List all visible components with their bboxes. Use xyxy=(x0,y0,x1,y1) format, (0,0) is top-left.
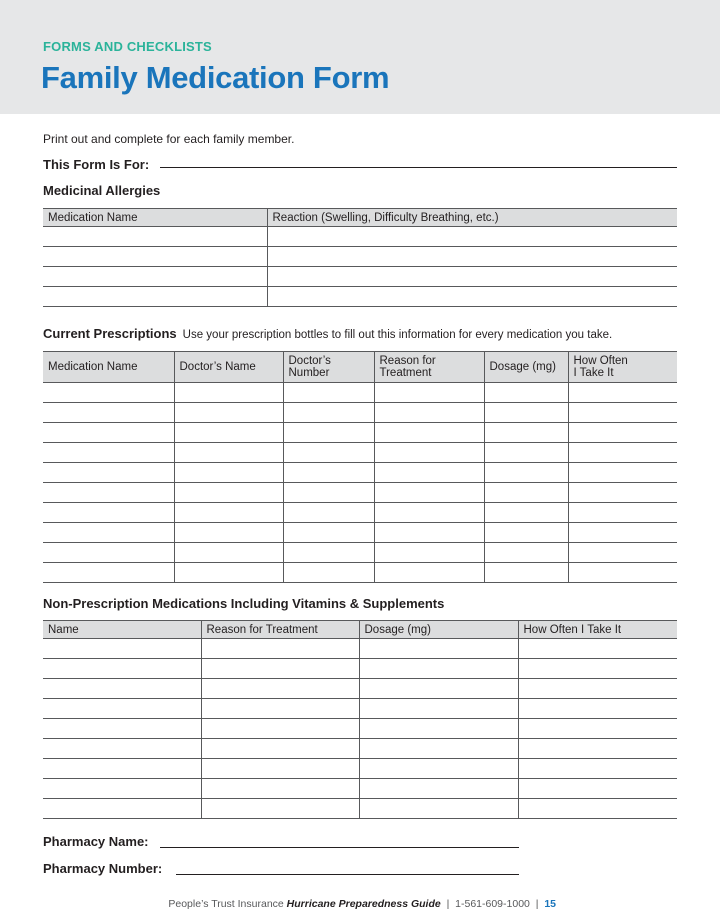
prescriptions-entry-cell[interactable] xyxy=(283,423,374,443)
allergies-entry-cell[interactable] xyxy=(43,267,267,287)
prescriptions-entry-cell[interactable] xyxy=(568,403,677,423)
table-row xyxy=(43,463,677,483)
prescriptions-entry-cell[interactable] xyxy=(568,423,677,443)
table-row xyxy=(43,779,677,799)
non-prescription-entry-cell[interactable] xyxy=(43,659,201,679)
prescriptions-entry-cell[interactable] xyxy=(43,483,174,503)
table-row xyxy=(43,679,677,699)
allergies-table xyxy=(43,208,677,307)
prescriptions-entry-cell[interactable] xyxy=(568,383,677,403)
non-prescription-entry-cell[interactable] xyxy=(518,699,677,719)
table-row xyxy=(43,719,677,739)
non-prescription-entry-cell[interactable] xyxy=(518,759,677,779)
table-row xyxy=(43,483,677,503)
allergies-column-header: Medication Name xyxy=(43,209,267,227)
non-prescription-entry-cell[interactable] xyxy=(43,639,201,659)
prescriptions-entry-cell[interactable] xyxy=(568,483,677,503)
table-row xyxy=(43,759,677,779)
prescriptions-entry-cell[interactable] xyxy=(174,443,283,463)
non-prescription-entry-cell[interactable] xyxy=(43,779,201,799)
prescriptions-entry-cell[interactable] xyxy=(283,443,374,463)
table-row xyxy=(43,503,677,523)
prescriptions-entry-cell[interactable] xyxy=(374,403,484,423)
non-prescription-heading: Non-Prescription Medications Including Vitamins & Supplements xyxy=(43,596,445,611)
prescriptions-entry-cell[interactable] xyxy=(43,403,174,423)
prescriptions-entry-cell[interactable] xyxy=(43,503,174,523)
prescriptions-entry-cell[interactable] xyxy=(174,523,283,543)
non-prescription-entry-cell[interactable] xyxy=(201,659,359,679)
non-prescription-entry-cell[interactable] xyxy=(518,739,677,759)
prescriptions-entry-cell[interactable] xyxy=(43,523,174,543)
pharmacy-number-label: Pharmacy Number: xyxy=(43,861,163,876)
table-row xyxy=(43,523,677,543)
non-prescription-entry-cell[interactable] xyxy=(359,799,518,819)
non-prescription-entry-cell[interactable] xyxy=(43,699,201,719)
prescriptions-hint: Use your prescription bottles to fill out this information for every medication you take. xyxy=(182,329,613,341)
non-prescription-entry-cell[interactable] xyxy=(518,779,677,799)
non-prescription-entry-cell[interactable] xyxy=(359,739,518,759)
prescriptions-entry-cell[interactable] xyxy=(484,463,568,483)
prescriptions-entry-cell[interactable] xyxy=(374,383,484,403)
table-row xyxy=(43,267,677,287)
prescriptions-entry-cell[interactable] xyxy=(568,443,677,463)
non-prescription-entry-cell[interactable] xyxy=(43,739,201,759)
prescriptions-entry-cell[interactable] xyxy=(174,483,283,503)
table-row xyxy=(43,739,677,759)
prescriptions-entry-cell[interactable] xyxy=(484,383,568,403)
prescriptions-entry-cell[interactable] xyxy=(174,423,283,443)
allergies-column-header: Reaction (Swelling, Difficulty Breathing, etc.) xyxy=(267,209,677,227)
prescriptions-column-header: Reason for Treatment xyxy=(374,352,484,383)
footer-company: People’s Trust Insurance xyxy=(168,898,284,910)
non-prescription-entry-cell[interactable] xyxy=(201,699,359,719)
table-row xyxy=(43,383,677,403)
pharmacy-name-label: Pharmacy Name: xyxy=(43,834,149,849)
table-row xyxy=(43,543,677,563)
page-title: Family Medication Form xyxy=(41,60,390,95)
intro-text: Print out and complete for each family member. xyxy=(43,132,295,146)
prescriptions-entry-cell[interactable] xyxy=(374,563,484,583)
prescriptions-entry-cell[interactable] xyxy=(283,383,374,403)
prescriptions-column-header: How Often I Take It xyxy=(568,352,677,383)
prescriptions-entry-cell[interactable] xyxy=(374,423,484,443)
non-prescription-entry-cell[interactable] xyxy=(359,699,518,719)
non-prescription-entry-cell[interactable] xyxy=(43,679,201,699)
allergies-entry-cell[interactable] xyxy=(267,287,677,307)
prescriptions-entry-cell[interactable] xyxy=(484,503,568,523)
page-number: 15 xyxy=(544,898,556,910)
non-prescription-column-header: Name xyxy=(43,621,201,639)
non-prescription-entry-cell[interactable] xyxy=(518,679,677,699)
non-prescription-entry-cell[interactable] xyxy=(518,659,677,679)
prescriptions-column-header: Dosage (mg) xyxy=(484,352,568,383)
prescriptions-entry-cell[interactable] xyxy=(283,403,374,423)
prescriptions-entry-cell[interactable] xyxy=(568,463,677,483)
table-row xyxy=(43,247,677,267)
prescriptions-entry-cell[interactable] xyxy=(283,563,374,583)
prescriptions-entry-cell[interactable] xyxy=(174,563,283,583)
prescriptions-entry-cell[interactable] xyxy=(568,563,677,583)
non-prescription-table xyxy=(43,620,677,819)
table-row xyxy=(43,699,677,719)
prescriptions-column-header: Doctor’s Number xyxy=(283,352,374,383)
allergies-entry-cell[interactable] xyxy=(267,247,677,267)
prescriptions-entry-cell[interactable] xyxy=(43,383,174,403)
prescriptions-entry-cell[interactable] xyxy=(484,483,568,503)
prescriptions-entry-cell[interactable] xyxy=(283,483,374,503)
prescriptions-entry-cell[interactable] xyxy=(374,503,484,523)
prescriptions-entry-cell[interactable] xyxy=(374,463,484,483)
non-prescription-entry-cell[interactable] xyxy=(201,679,359,699)
prescriptions-entry-cell[interactable] xyxy=(43,423,174,443)
prescriptions-table xyxy=(43,351,677,583)
non-prescription-column-header: Dosage (mg) xyxy=(359,621,518,639)
pharmacy-name-line[interactable] xyxy=(160,847,519,848)
prescriptions-entry-cell[interactable] xyxy=(43,543,174,563)
table-row xyxy=(43,639,677,659)
prescriptions-entry-cell[interactable] xyxy=(174,503,283,523)
prescriptions-entry-cell[interactable] xyxy=(484,543,568,563)
prescriptions-entry-cell[interactable] xyxy=(374,443,484,463)
non-prescription-entry-cell[interactable] xyxy=(518,639,677,659)
footer-guide: Hurricane Preparedness Guide xyxy=(286,898,441,910)
non-prescription-entry-cell[interactable] xyxy=(359,679,518,699)
non-prescription-entry-cell[interactable] xyxy=(518,719,677,739)
prescriptions-entry-cell[interactable] xyxy=(484,563,568,583)
non-prescription-entry-cell[interactable] xyxy=(201,719,359,739)
table-row xyxy=(43,403,677,423)
prescriptions-entry-cell[interactable] xyxy=(283,503,374,523)
prescriptions-entry-cell[interactable] xyxy=(484,443,568,463)
non-prescription-entry-cell[interactable] xyxy=(359,639,518,659)
non-prescription-entry-cell[interactable] xyxy=(201,639,359,659)
prescriptions-entry-cell[interactable] xyxy=(283,523,374,543)
page-header xyxy=(0,0,720,114)
table-row xyxy=(43,443,677,463)
non-prescription-entry-cell[interactable] xyxy=(518,799,677,819)
non-prescription-entry-cell[interactable] xyxy=(43,799,201,819)
footer-separator: | xyxy=(535,898,539,910)
prescriptions-entry-cell[interactable] xyxy=(484,523,568,543)
prescriptions-entry-cell[interactable] xyxy=(568,503,677,523)
table-row xyxy=(43,227,677,247)
footer-separator: | xyxy=(446,898,450,910)
pharmacy-number-line[interactable] xyxy=(176,874,519,875)
allergies-entry-cell[interactable] xyxy=(267,267,677,287)
non-prescription-entry-cell[interactable] xyxy=(43,759,201,779)
prescriptions-entry-cell[interactable] xyxy=(174,403,283,423)
prescriptions-entry-cell[interactable] xyxy=(43,563,174,583)
form-for-line[interactable] xyxy=(160,167,677,168)
prescriptions-entry-cell[interactable] xyxy=(484,423,568,443)
prescriptions-entry-cell[interactable] xyxy=(374,523,484,543)
prescriptions-entry-cell[interactable] xyxy=(283,463,374,483)
table-row xyxy=(43,659,677,679)
table-row xyxy=(43,563,677,583)
allergies-heading: Medicinal Allergies xyxy=(43,183,161,198)
non-prescription-entry-cell[interactable] xyxy=(359,719,518,739)
non-prescription-entry-cell[interactable] xyxy=(201,779,359,799)
allergies-entry-cell[interactable] xyxy=(43,227,267,247)
allergies-entry-cell[interactable] xyxy=(43,287,267,307)
non-prescription-entry-cell[interactable] xyxy=(201,799,359,819)
table-row xyxy=(43,799,677,819)
prescriptions-heading xyxy=(43,326,612,341)
prescriptions-column-header: Doctor’s Name xyxy=(174,352,283,383)
allergies-entry-cell[interactable] xyxy=(267,227,677,247)
form-for-label: This Form Is For: xyxy=(43,157,150,172)
prescriptions-entry-cell[interactable] xyxy=(174,463,283,483)
non-prescription-entry-cell[interactable] xyxy=(201,739,359,759)
prescriptions-entry-cell[interactable] xyxy=(568,543,677,563)
section-kicker: FORMS AND CHECKLISTS xyxy=(43,39,212,54)
prescriptions-entry-cell[interactable] xyxy=(283,543,374,563)
non-prescription-entry-cell[interactable] xyxy=(201,759,359,779)
non-prescription-column-header: How Often I Take It xyxy=(518,621,677,639)
prescriptions-entry-cell[interactable] xyxy=(43,443,174,463)
prescriptions-entry-cell[interactable] xyxy=(568,523,677,543)
table-row xyxy=(43,287,677,307)
allergies-entry-cell[interactable] xyxy=(43,247,267,267)
prescriptions-entry-cell[interactable] xyxy=(43,463,174,483)
prescriptions-entry-cell[interactable] xyxy=(374,543,484,563)
prescriptions-heading-text: Current Prescriptions xyxy=(43,326,177,341)
prescriptions-entry-cell[interactable] xyxy=(374,483,484,503)
non-prescription-entry-cell[interactable] xyxy=(359,659,518,679)
prescriptions-entry-cell[interactable] xyxy=(484,403,568,423)
prescriptions-entry-cell[interactable] xyxy=(174,543,283,563)
footer-phone: 1-561-609-1000 xyxy=(455,898,530,910)
prescriptions-column-header: Medication Name xyxy=(43,352,174,383)
non-prescription-entry-cell[interactable] xyxy=(359,759,518,779)
table-row xyxy=(43,423,677,443)
non-prescription-entry-cell[interactable] xyxy=(359,779,518,799)
prescriptions-entry-cell[interactable] xyxy=(174,383,283,403)
non-prescription-column-header: Reason for Treatment xyxy=(201,621,359,639)
non-prescription-entry-cell[interactable] xyxy=(43,719,201,739)
